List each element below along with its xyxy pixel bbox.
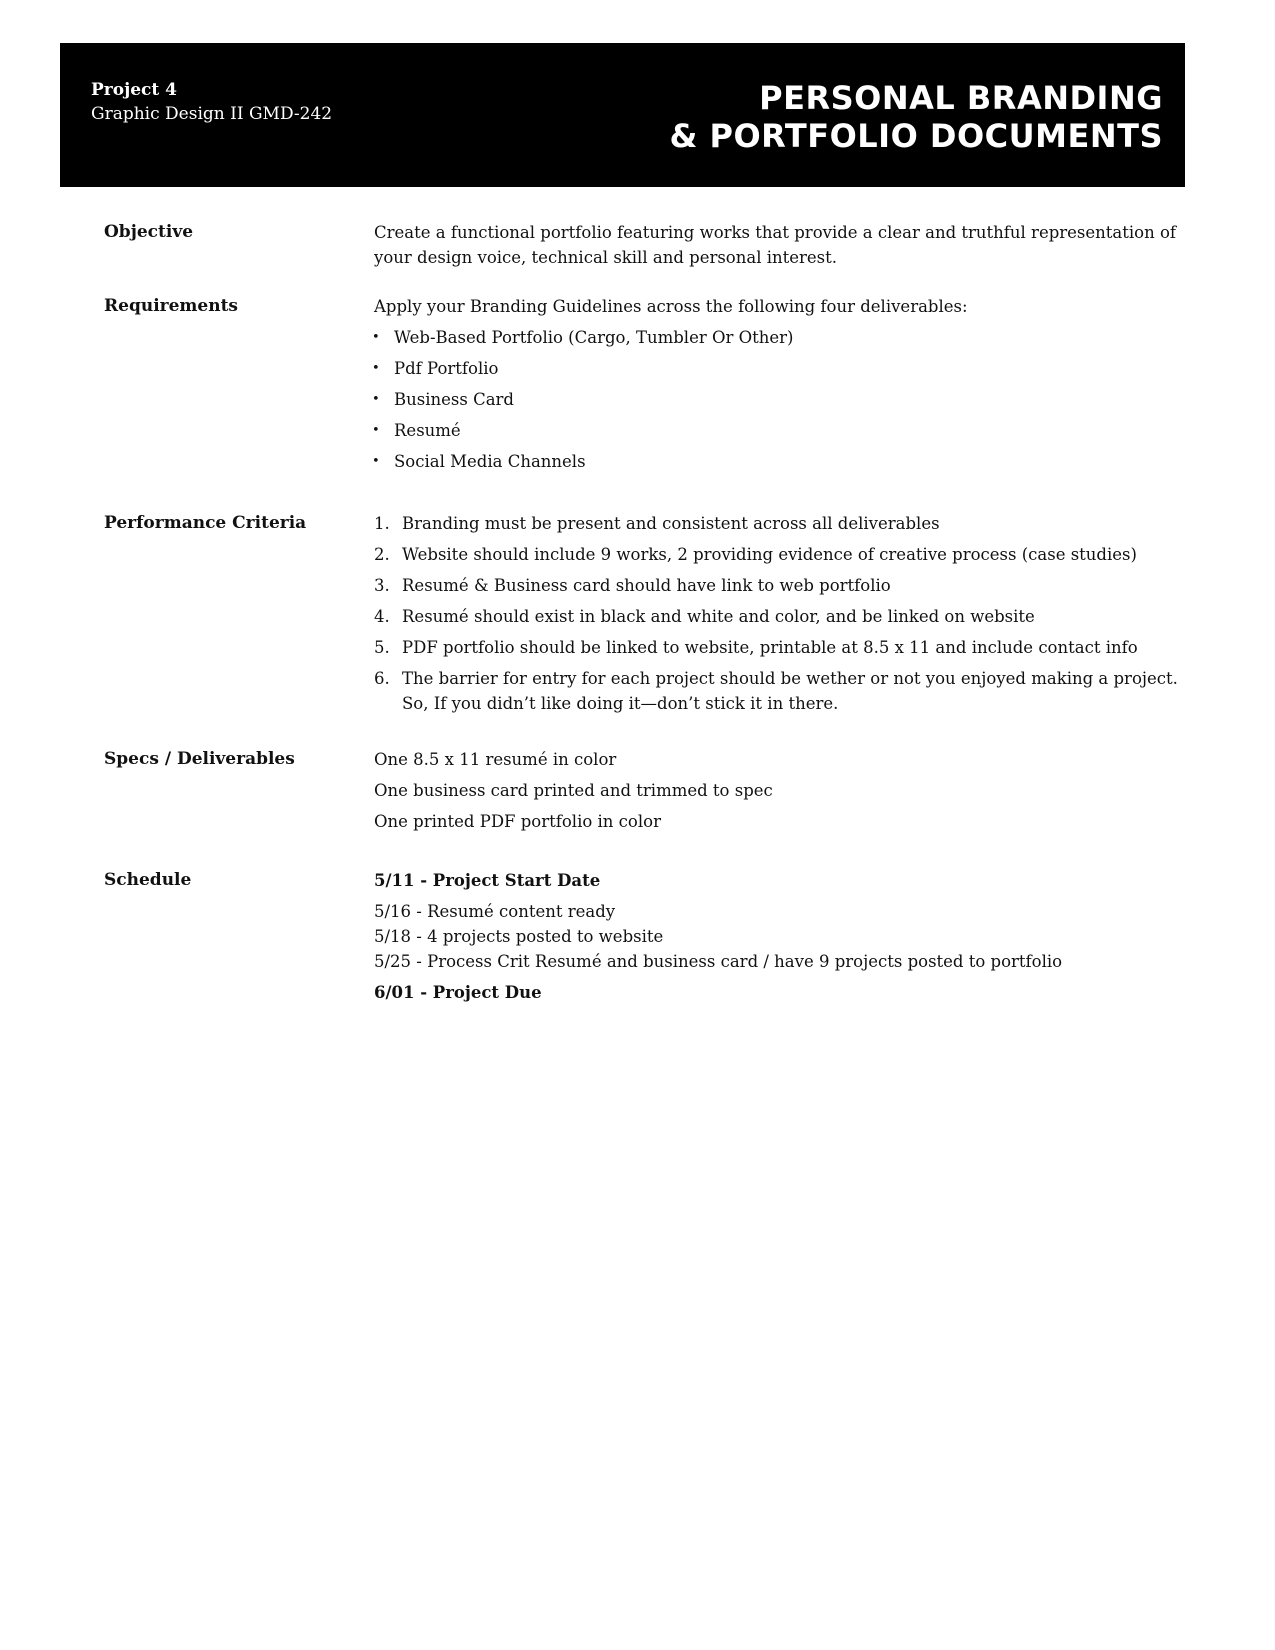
list-item bbox=[374, 573, 1179, 598]
list-item bbox=[374, 635, 1179, 660]
schedule-item: 5/25 - Process Crit Resumé and business card / have 9 projects posted to portfolio bbox=[374, 952, 1063, 971]
objective-body bbox=[374, 220, 1179, 270]
requirements-intro: Apply your Branding Guidelines across the following four deliverables: bbox=[374, 297, 968, 316]
spec-item: One 8.5 x 11 resumé in color bbox=[374, 750, 617, 769]
spec-item: One printed PDF portfolio in color bbox=[374, 812, 661, 831]
list-item: • Pdf Portfolio bbox=[374, 356, 1179, 381]
list-item bbox=[374, 604, 1179, 629]
objective-label: Objective bbox=[104, 222, 194, 242]
schedule-body bbox=[374, 868, 1179, 1005]
schedule-milestones bbox=[374, 899, 1179, 974]
header-course-info bbox=[91, 78, 332, 126]
list-number: 1. bbox=[374, 514, 390, 533]
performance-label: Performance Criteria bbox=[104, 513, 307, 533]
list-item: • Resumé bbox=[374, 418, 1179, 443]
objective-text: Create a functional portfolio featuring works that provide a clear and truthful representation of your design voice, technical skill and personal interest. bbox=[374, 223, 1177, 267]
page-title bbox=[669, 79, 1163, 155]
schedule-due: 6/01 - Project Due bbox=[374, 983, 542, 1002]
specs-label: Specs / Deliverables bbox=[104, 749, 295, 769]
requirements-list bbox=[374, 325, 1179, 474]
list-text: The barrier for entry for each project should be wether or not you enjoyed making a project. So, If you didn’t like doing it—don’t stick it in there. bbox=[402, 669, 1178, 713]
performance-list bbox=[374, 511, 1179, 716]
list-text: Website should include 9 works, 2 providing evidence of creative process (case studies) bbox=[402, 545, 1137, 564]
list-text: Branding must be present and consistent across all deliverables bbox=[402, 514, 940, 533]
list-number: 5. bbox=[374, 638, 390, 657]
list-number: 4. bbox=[374, 607, 390, 626]
performance-body bbox=[374, 511, 1179, 722]
project-number: Project 4 bbox=[91, 80, 177, 100]
list-item: • Business Card bbox=[374, 387, 1179, 412]
header-band bbox=[60, 43, 1185, 187]
list-item bbox=[374, 666, 1179, 716]
list-item bbox=[374, 511, 1179, 536]
list-text: Resumé & Business card should have link to web portfolio bbox=[402, 576, 891, 595]
list-item: • Web-Based Portfolio (Cargo, Tumbler Or Other) bbox=[374, 325, 1179, 350]
schedule-item: 5/16 - Resumé content ready bbox=[374, 902, 616, 921]
requirements-body bbox=[374, 294, 1179, 480]
schedule-label: Schedule bbox=[104, 870, 192, 890]
page-title-line-1: PERSONAL BRANDING bbox=[759, 79, 1163, 117]
list-text: Resumé should exist in black and white and color, and be linked on website bbox=[402, 607, 1035, 626]
page-title-line-2: & PORTFOLIO DOCUMENTS bbox=[669, 117, 1163, 155]
list-text: PDF portfolio should be linked to website, printable at 8.5 x 11 and include contact info bbox=[402, 638, 1138, 657]
specs-body bbox=[374, 747, 1179, 840]
list-number: 2. bbox=[374, 545, 390, 564]
requirements-label: Requirements bbox=[104, 296, 239, 316]
list-number: 3. bbox=[374, 576, 390, 595]
list-number: 6. bbox=[374, 669, 390, 688]
course-name: Graphic Design II GMD-242 bbox=[91, 104, 333, 124]
schedule-start: 5/11 - Project Start Date bbox=[374, 871, 601, 890]
spec-item: One business card printed and trimmed to spec bbox=[374, 781, 773, 800]
schedule-item: 5/18 - 4 projects posted to website bbox=[374, 927, 664, 946]
list-item bbox=[374, 542, 1179, 567]
list-item: • Social Media Channels bbox=[374, 449, 1179, 474]
